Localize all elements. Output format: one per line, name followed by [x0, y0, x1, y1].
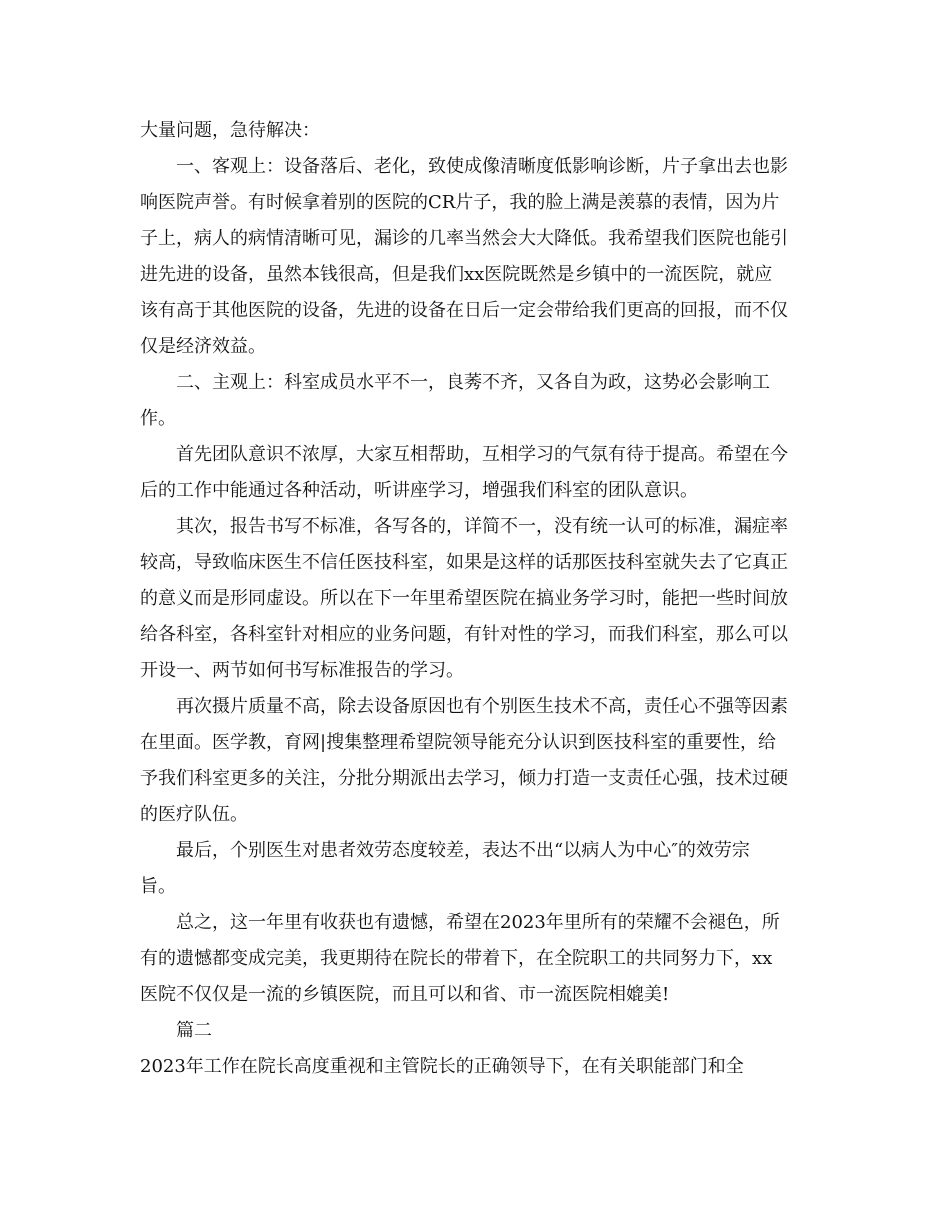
text-line: 大量问题，急待解决： [140, 120, 320, 141]
text-line: 其次，报告书写不标准，各写各的，详简不一，没有统一认可的标准，漏症率 [176, 516, 788, 537]
text-line: 总之，这一年里有收获也有遗憾，希望在2023年里所有的荣耀不会褪色，所 [176, 912, 780, 933]
text-line: 医院不仅仅是一流的乡镇医院，而且可以和省、市一流医院相媲美! [140, 984, 670, 1005]
text-line: 较高，导致临床医生不信任医技科室，如果是这样的话那医技科室就失去了它真正 [140, 552, 788, 573]
text-line: 2023年工作在院长高度重视和主管院长的正确领导下，在有关职能部门和全 [140, 1056, 744, 1077]
text-line: 子上，病人的病情清晰可见，漏诊的几率当然会大大降低。我希望我们医院也能引 [140, 228, 788, 249]
text-line: 予我们科室更多的关注，分批分期派出去学习，倾力打造一支责任心强，技术过硬 [140, 768, 788, 789]
text-line: 最后，个别医生对患者效劳态度较差，表达不出“以病人为中心″的效劳宗 [176, 840, 750, 861]
text-line: 首先团队意识不浓厚，大家互相帮助，互相学习的气氛有待于提高。希望在今 [176, 444, 788, 465]
text-line: 该有高于其他医院的设备，先进的设备在日后一定会带给我们更高的回报，而不仅 [140, 300, 788, 321]
text-line: 作。 [140, 408, 176, 429]
text-line: 在里面。医学教，育网|搜集整理希望院领导能充分认识到医技科室的重要性，给 [140, 732, 777, 753]
text-line: 二、主观上：科室成员水平不一，良莠不齐，又各自为政，这势必会影响工 [176, 372, 770, 393]
text-line: 再次摄片质量不高，除去设备原因也有个别医生技术不高，责任心不强等因素 [176, 696, 788, 717]
text-line: 仅是经济效益。 [140, 336, 266, 357]
text-line: 开设一、两节如何书写标准报告的学习。 [140, 660, 464, 681]
text-line: 旨。 [140, 876, 176, 897]
text-line: 的意义而是形同虚设。所以在下一年里希望医院在搞业务学习时，能把一些时间放 [140, 588, 788, 609]
text-line: 的医疗队伍。 [140, 804, 248, 825]
text-line: 一、客观上：设备落后、老化，致使成像清晰度低影响诊断，片子拿出去也影 [176, 156, 788, 177]
text-line: 进先进的设备，虽然本钱很高，但是我们xx医院既然是乡镇中的一流医院，就应 [140, 264, 773, 285]
text-line: 给各科室，各科室针对相应的业务问题，有针对性的学习，而我们科室，那么可以 [140, 624, 788, 645]
text-line: 有的遗憾都变成完美，我更期待在院长的带着下，在全院职工的共同努力下，xx [140, 948, 773, 969]
text-line: 响医院声誉。有时候拿着别的医院的CR片子，我的脸上满是羡慕的表情，因为片 [140, 192, 780, 213]
text-line: 后的工作中能通过各种活动，听讲座学习，增强我们科室的团队意识。 [140, 480, 698, 501]
section-heading: 篇二 [176, 1020, 212, 1041]
